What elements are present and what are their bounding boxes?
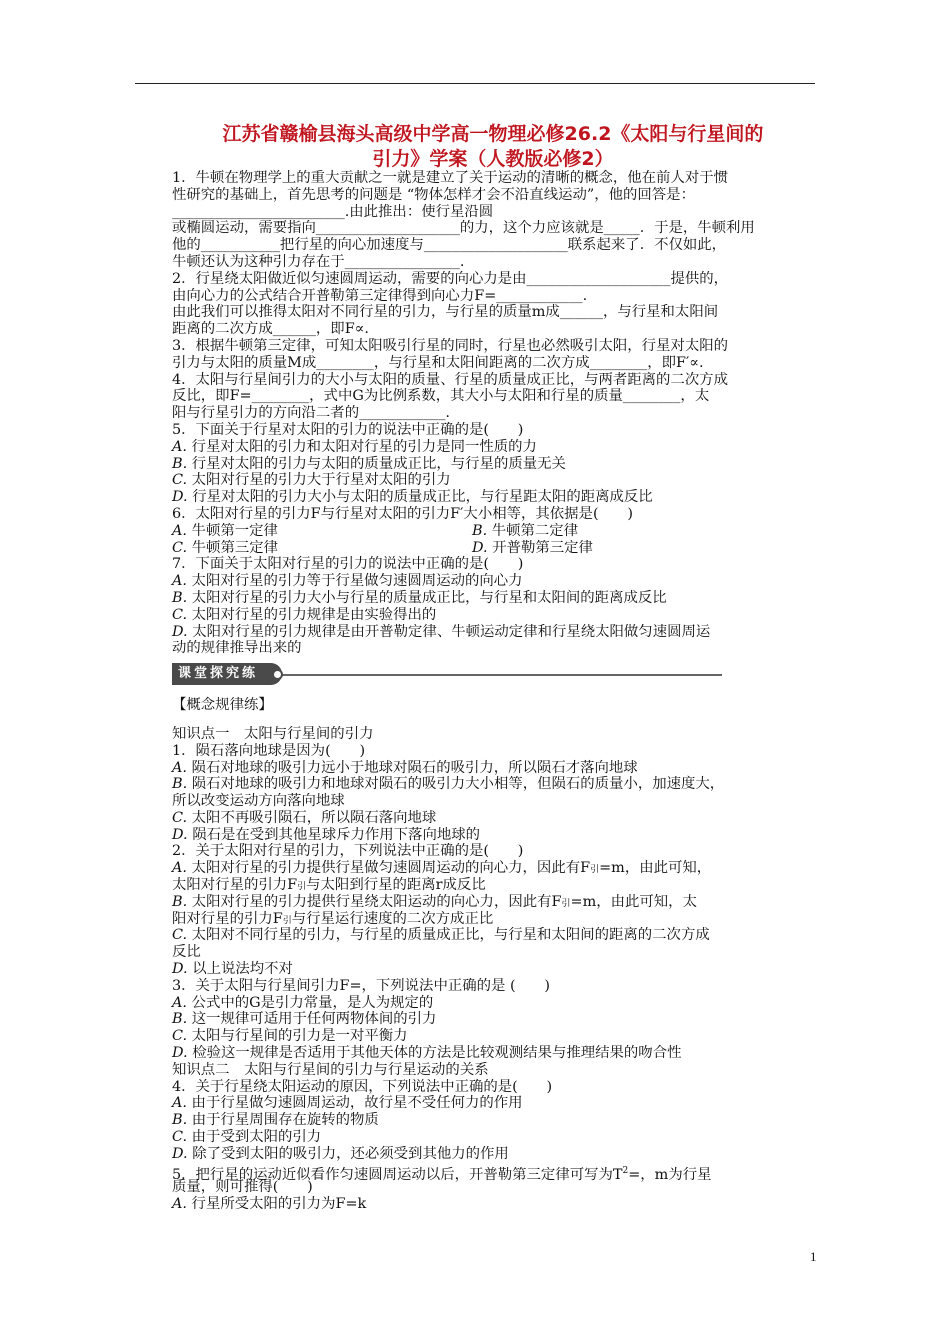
- text-line: 3．根据牛顿第三定律，可知太阳吸引行星的同时，行星也必然吸引太阳，行星对太阳的: [172, 337, 729, 354]
- knowledge-point-heading: 知识点一 太阳与行星间的引力: [172, 725, 374, 742]
- subscript: 引: [561, 898, 571, 909]
- option-text: 陨石对地球的吸引力和地球对陨石的吸引力大小相等，但陨石的质量小，加速度大，: [191, 776, 725, 793]
- stem-text: =，m为行星: [628, 1166, 712, 1183]
- option-b: B. 陨石对地球的吸引力和地球对陨石的吸引力大小相等，但陨石的质量小，加速度大，: [172, 776, 725, 793]
- subscript: 引: [282, 915, 292, 926]
- option-d: D. 除了受到太阳的吸引力，还必须受到其他力的作用: [172, 1145, 509, 1162]
- option-text: 行星所受太阳的引力为F=k: [191, 1196, 367, 1213]
- section-banner: [172, 661, 817, 689]
- option-text: 太阳对行星的引力F: [172, 877, 298, 894]
- text-line: 他的___________把行星的向心加速度与____________________联系起来了．不仅如此，: [172, 237, 727, 254]
- subscript: 引: [297, 882, 307, 893]
- option-b: B. 牛顿第二定律: [472, 522, 579, 539]
- superscript: 2: [622, 1165, 629, 1176]
- text-line: 1．牛顿在物理学上的重大贡献之一就是建立了关于运动的清晰的概念，他在前人对于惯: [172, 170, 729, 186]
- text-line: 由此我们可以推得太阳对不同行星的引力，与行星的质量m成______，与行星和太阳间: [172, 304, 719, 321]
- option-a: A. 公式中的G是引力常量，是人为规定的: [172, 994, 434, 1011]
- option-d: D. 以上说法均不对: [172, 961, 293, 978]
- question-stem: 5．下面关于行星对太阳的引力的说法中正确的是( ): [172, 421, 524, 438]
- option-text: 与太阳到行星的距离r成反比: [306, 877, 486, 894]
- option-text: 牛顿第一定律: [191, 522, 278, 539]
- option-text: 以上说法均不对: [192, 961, 293, 978]
- knowledge-point-heading: 知识点二 太阳与行星间的引力与行星运动的关系: [172, 1061, 489, 1078]
- title-line-1: 江苏省赣榆县海头高级中学高一物理必修26.2《太阳与行星间的: [222, 123, 764, 145]
- option-text: 陨石是在受到其他星球斥力作用下落向地球的: [192, 826, 481, 843]
- text-line: 反比，即F=________，式中G为比例系数，其大小与太阳和行星的质量________，太: [172, 388, 710, 405]
- option-a: A. 由于行星做匀速圆周运动，故行星不受任何力的作用: [172, 1095, 523, 1112]
- option-text: 由于受到太阳的引力: [191, 1129, 322, 1146]
- option-text: 公式中的G是引力常量，是人为规定的: [191, 994, 434, 1011]
- option-d: D. 陨石是在受到其他星球斥力作用下落向地球的: [172, 826, 481, 843]
- text-line: 质量，则可推得( ): [172, 1179, 313, 1196]
- banner-rule: [282, 674, 722, 676]
- option-row: [172, 523, 817, 540]
- option-text: 太阳对行星的引力规律是由开普勒定律、牛顿运动定律和行星绕太阳做匀速圆周运: [192, 623, 711, 640]
- option-a: A. 太阳对行星的引力等于行星做匀速圆周运动的向心力: [172, 573, 523, 590]
- option-a: A. 行星对太阳的引力和太阳对行星的引力是同一性质的力: [172, 438, 537, 455]
- option-a: A. 牛顿第一定律: [172, 522, 278, 539]
- option-text: 除了受到太阳的吸引力，还必须受到其他力的作用: [192, 1145, 509, 1162]
- option-a: A. 行星所受太阳的引力为F=k: [172, 1196, 367, 1213]
- option-text: 阳对行星的引力F: [172, 910, 283, 927]
- question-stem: 7．下面关于太阳对行星的引力的说法中正确的是( ): [172, 556, 524, 573]
- option-b: B. 太阳对行星的引力提供行星绕太阳运动的向心力，因此有F引=m，由此可知，太: [172, 893, 697, 910]
- option-d: D. 太阳对行星的引力规律是由开普勒定律、牛顿运动定律和行星绕太阳做匀速圆周运: [172, 623, 711, 640]
- option-c: C. 太阳对行星的引力大于行星对太阳的引力: [172, 472, 451, 489]
- option-b: B. 由于行星周围存在旋转的物质: [172, 1112, 379, 1129]
- option-d: D. 开普勒第三定律: [472, 539, 593, 556]
- text-line: 4．太阳与行星间引力的大小与太阳的质量、行星的质量成正比，与两者距离的二次方成: [172, 371, 729, 388]
- option-text: 太阳对行星的引力等于行星做匀速圆周运动的向心力: [191, 573, 523, 590]
- option-text: 这一规律可适用于任何两物体间的引力: [191, 1011, 437, 1028]
- option-text: 太阳对行星的引力大于行星对太阳的引力: [191, 472, 451, 489]
- option-text: =m，由此可知，: [599, 860, 712, 877]
- option-b: B. 太阳对行星的引力大小与行星的质量成正比，与行星和太阳间的距离成反比: [172, 589, 667, 606]
- option-text: 牛顿第二定律: [491, 522, 579, 539]
- option-text: 太阳与行星间的引力是一对平衡力: [191, 1028, 408, 1045]
- text-line: 反比: [172, 944, 201, 961]
- question-stem: 6．太阳对行星的引力F与行星对太阳的引力F′大小相等，其依据是( ): [172, 505, 633, 522]
- question-stem: 2．关于太阳对行星的引力，下列说法中正确的是( ): [172, 843, 524, 860]
- option-text: 由于行星做匀速圆周运动，故行星不受任何力的作用: [191, 1095, 523, 1112]
- stem-text: 5．把行星的运动近似看作匀速圆周运动以后，开普勒第三定律可写为T: [172, 1166, 623, 1183]
- option-c: C. 由于受到太阳的引力: [172, 1129, 322, 1146]
- option-b: B. 这一规律可适用于任何两物体间的引力: [172, 1011, 437, 1028]
- section-heading: 【概念规律练】: [172, 697, 273, 714]
- text-line: 距离的二次方成______，即F∝.: [172, 321, 369, 338]
- page-number: 1: [810, 1249, 817, 1264]
- question-stem: [172, 1163, 817, 1183]
- option-c: C. 太阳对不同行星的引力，与行星的质量成正比，与行星和太阳间的距离的二次方成: [172, 927, 710, 944]
- option-c: C. 太阳对行星的引力规律是由实验得出的: [172, 606, 437, 623]
- text-line: 引力与太阳的质量M成________，与行星和太阳间距离的二次方成________，即F′∝.: [172, 354, 704, 371]
- option-text: 陨石对地球的吸引力远小于地球对陨石的吸引力，所以陨石才落向地球: [191, 759, 638, 776]
- option-text: 由于行星周围存在旋转的物质: [191, 1112, 379, 1129]
- text-line: 或椭圆运动，需要指向____________________的力，这个力应该就是_____．于是，牛顿利用: [172, 220, 755, 237]
- text-line: 动的规律推导出来的: [172, 640, 302, 657]
- text-line: 由向心力的公式结合开普勒第三定律得到向心力F=____________.: [172, 287, 588, 304]
- text-line: 性研究的基础上，首先思考的问题是 “物体怎样才会不沿直线运动”，他的回答是：: [172, 186, 695, 203]
- banner-label: 课堂探究练: [172, 663, 282, 685]
- text-line: 牛顿还认为这种引力存在于________________.: [172, 253, 465, 270]
- option-text: 太阳对行星的引力规律是由实验得出的: [191, 606, 437, 623]
- option-c: C. 太阳不再吸引陨石，所以陨石落向地球: [172, 809, 437, 826]
- text-line: 阳与行星引力的方向沿二者的____________.: [172, 405, 450, 422]
- subscript: 引: [590, 865, 600, 876]
- option-text: 与行星运行速度的二次方成正比: [291, 910, 494, 927]
- title-line-2: 引力》学案（人教版必修2）: [372, 148, 614, 170]
- option-d: D. 行星对太阳的引力大小与太阳的质量成正比，与行星距太阳的距离成反比: [172, 489, 653, 506]
- option-text: 行星对太阳的引力和太阳对行星的引力是同一性质的力: [191, 438, 537, 455]
- text-line: [172, 877, 817, 894]
- banner-dot-icon: [272, 669, 283, 680]
- question-stem: 4．关于行星绕太阳运动的原因，下列说法中正确的是( ): [172, 1078, 553, 1095]
- option-d: D. 检验这一规律是否适用于其他天体的方法是比较观测结果与推理结果的吻合性: [172, 1045, 682, 1062]
- option-text: 太阳对行星的引力提供行星绕太阳运动的向心力，因此有F: [191, 893, 562, 910]
- text-line: [172, 911, 817, 928]
- option-text: 牛顿第三定律: [191, 539, 279, 556]
- text-line: 所以改变运动方向落向地球: [172, 793, 345, 810]
- text-line: ________________________.由此推出：使行星沿圆: [172, 203, 494, 220]
- text-line: 2．行星绕太阳做近似匀速圆周运动，需要的向心力是由____________________提供的，: [172, 270, 729, 287]
- option-text: 太阳对不同行星的引力，与行星的质量成正比，与行星和太阳间的距离的二次方成: [191, 927, 710, 944]
- option-text: 太阳对行星的引力提供行星做匀速圆周运动的向心力，因此有F: [191, 860, 591, 877]
- document-title: [172, 122, 814, 172]
- option-text: 开普勒第三定律: [492, 539, 593, 556]
- option-b: B. 行星对太阳的引力与太阳的质量成正比，与行星的质量无关: [172, 455, 566, 472]
- option-c: C. 牛顿第三定律: [172, 539, 279, 556]
- option-text: 行星对太阳的引力与太阳的质量成正比，与行星的质量无关: [191, 455, 566, 472]
- option-a: A. 太阳对行星的引力提供行星做匀速圆周运动的向心力，因此有F引=m，由此可知，: [172, 860, 712, 877]
- question-stem: 3．关于太阳与行星间引力F=，下列说法中正确的是 ( ): [172, 977, 550, 994]
- option-text: 太阳不再吸引陨石，所以陨石落向地球: [191, 809, 437, 826]
- option-text: 太阳对行星的引力大小与行星的质量成正比，与行星和太阳间的距离成反比: [191, 589, 667, 606]
- header-rule: [135, 83, 815, 84]
- option-text: 检验这一规律是否适用于其他天体的方法是比较观测结果与推理结果的吻合性: [192, 1045, 682, 1062]
- option-text: 行星对太阳的引力大小与太阳的质量成正比，与行星距太阳的距离成反比: [192, 489, 653, 506]
- option-c: C. 太阳与行星间的引力是一对平衡力: [172, 1028, 408, 1045]
- option-a: A. 陨石对地球的吸引力远小于地球对陨石的吸引力，所以陨石才落向地球: [172, 759, 638, 776]
- question-stem: 1．陨石落向地球是因为( ): [172, 742, 366, 759]
- option-text: =m，由此可知，太: [570, 893, 697, 910]
- option-row: [172, 540, 817, 557]
- document-body: [172, 170, 817, 1213]
